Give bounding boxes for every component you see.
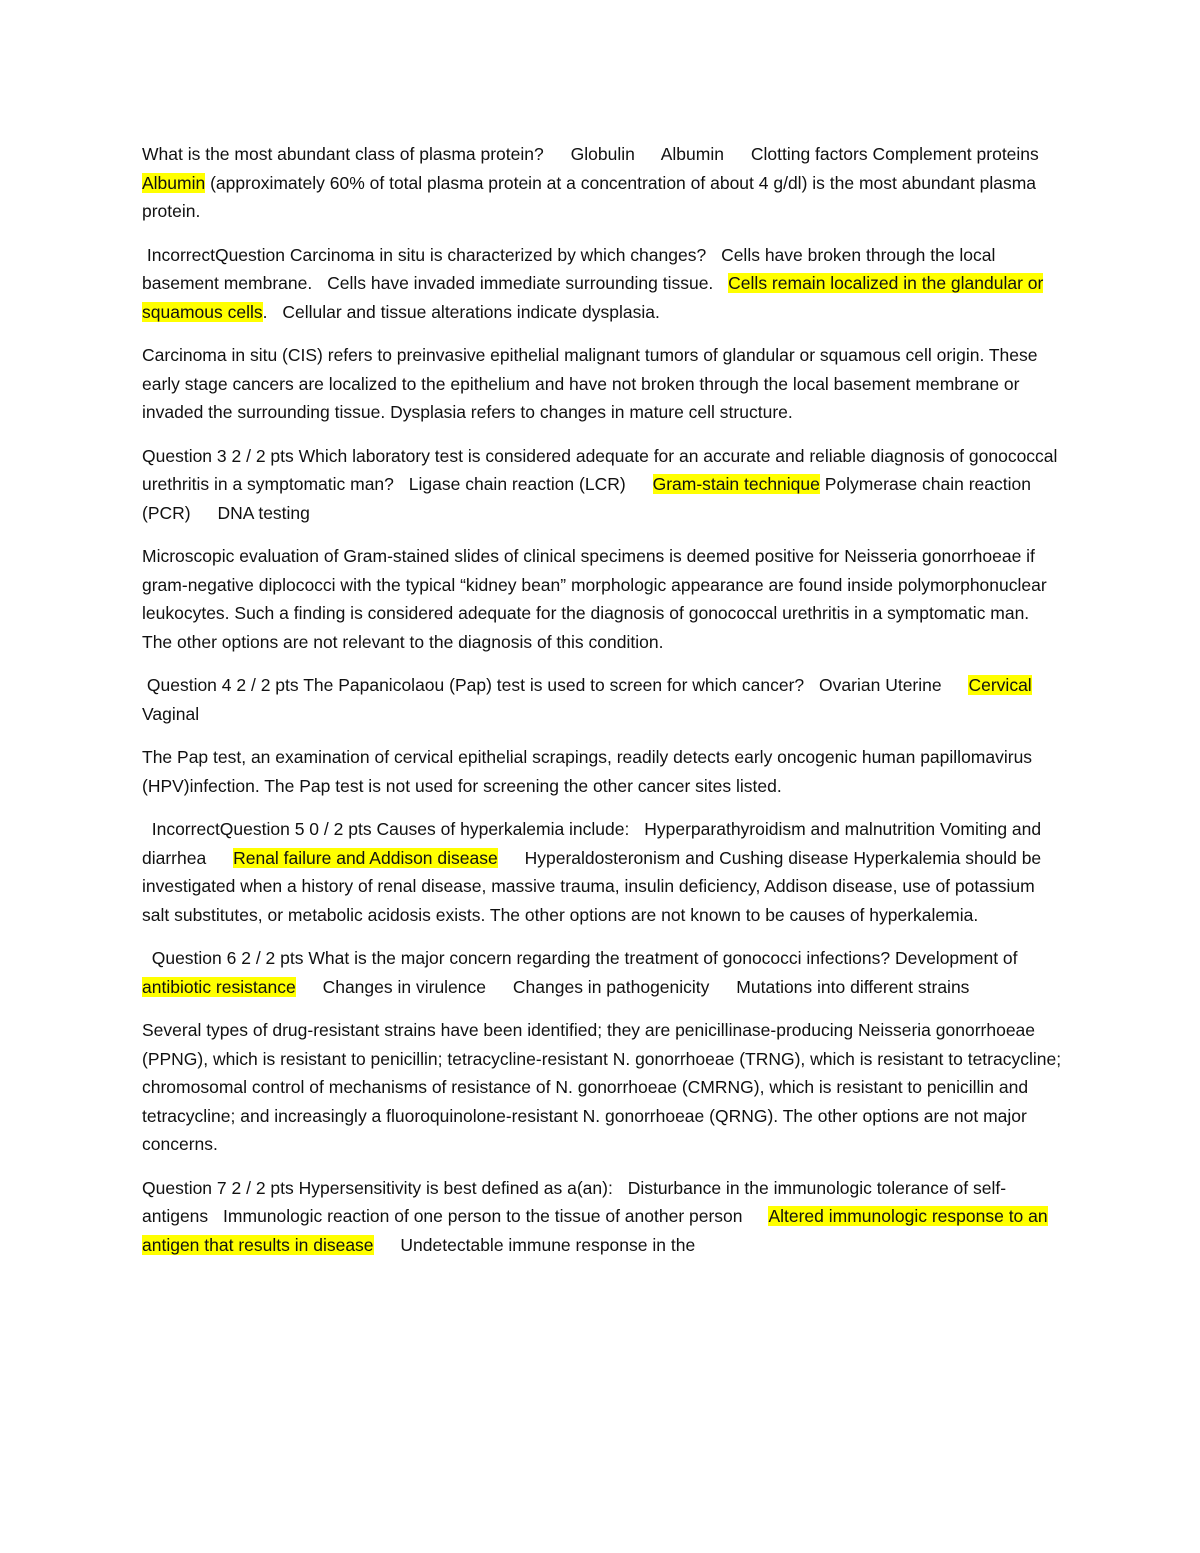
question-4-option-d: Vaginal (142, 703, 200, 724)
question-4-explanation: The Pap test, an examination of cervical epithelial scrapings, readily detects early oncogenic human papillomavirus (HPV)infection. The Pap test is not used for screening the other cancer sites listed. (142, 747, 1033, 796)
question-7-option-b: Immunologic reaction of one person to the tissue of another person (223, 1206, 743, 1226)
question-2-option-d: Cellular and tissue alterations indicate dysplasia. (282, 301, 660, 322)
question-4-option-a: Ovarian (819, 675, 881, 695)
question-1-option-b: Albumin (660, 144, 724, 164)
question-5-option-d: Hyperaldosteronism and Cushing disease (524, 847, 849, 868)
question-7-header: Question 7 2 / 2 pts (142, 1177, 294, 1198)
question-6-explanation: Several types of drug-resistant strains have been identified; they are penicillinase-producing Neisseria gonorrhoeae (PPNG), which is resistant to penicillin; tetracycline-resistant N. gonorrhoeae (TRNG), which is resistant to tetracycline; chromosomal control of mechanisms of resistance of N. gonorrhoeae (CMRNG), which is resistant to penicillin and tetracycline; and increasingly a fluoroquinolone-resistant N. gonorrhoeae (QRNG). The other options are not major concerns. (142, 1020, 1062, 1154)
question-5-option-a: Hyperparathyroidism and malnutrition (644, 819, 936, 839)
question-2-option-a: Cells have broken through the local basement membrane. (142, 244, 996, 293)
question-6-answer-highlight: antibiotic resistance (142, 976, 296, 997)
question-2-explanation: Carcinoma in situ (CIS) refers to preinvasive epithelial malignant tumors of glandular or squamous cell origin. These early stage cancers are localized to the epithelium and have not broken through the local basement membrane or invaded the surrounding tissue. Dysplasia refers to changes in mature cell structure. (142, 345, 1038, 422)
question-5-explanation: Hyperkalemia should be investigated when a history of renal disease, massive trauma, insulin deficiency, Addison disease, use of potassium salt substitutes, or metabolic acidosis exists. The other options are not known to be causes of hyperkalemia. (142, 847, 1042, 925)
question-1-option-a: Globulin (570, 144, 635, 164)
question-4-answer-highlight: Cervical (968, 675, 1032, 695)
question-3-option-a: Ligase chain reaction (LCR (408, 474, 620, 494)
question-2-answer-tail: . (262, 301, 268, 322)
question-4-text: The Papanicolaou (Pap) test is used to screen for which cancer? (303, 675, 805, 695)
question-1-block (142, 140, 1062, 226)
document-page (142, 140, 1062, 1259)
question-1-explanation: (approximately 60% of total plasma protein at a concentration of about 4 g/dl) is the most abundant plasma protein. (142, 172, 1037, 221)
question-3-explanation: Microscopic evaluation of Gram-stained slides of clinical specimens is deemed positive for Neisseria gonorrhoeae if gram-negative diplococci with the typical “kidney bean” morphologic appearance are found inside polymorphonuclear leukocytes. Such a finding is considered adequate for the diagnosis of gonococcal urethritis in a symptomatic man. The other options are not relevant to the diagnosis of this condition. (142, 546, 1047, 652)
question-7-option-a: Disturbance in the immunologic tolerance of self-antigens (142, 1177, 1007, 1226)
question-3-option-d: DNA testing (217, 502, 310, 523)
question-5-block (142, 815, 1062, 929)
question-5-header: IncorrectQuestion 5 0 / 2 pts (151, 819, 372, 839)
question-7-block (142, 1174, 1062, 1260)
question-6-header: Question 6 2 / 2 pts (151, 948, 304, 968)
question-1-option-d: Complement proteins (872, 144, 1039, 164)
question-4-option-b: Uterine (885, 675, 942, 695)
question-1-answer-highlight: Albumin (142, 172, 206, 193)
question-4-header: Question 4 2 / 2 pts (146, 675, 299, 695)
question-1-text: What is the most abundant class of plasma protein? (142, 144, 544, 164)
question-2-option-b: Cells have invaded immediate surrounding tissue. (327, 273, 714, 293)
question-1-option-c: Clotting factors (750, 144, 868, 164)
question-4-block (142, 671, 1062, 728)
question-6-block (142, 944, 1062, 1001)
question-6-option-b: Changes in virulence (322, 976, 487, 997)
question-2-answer-highlight: Cells remain localized in the glandular or squamous cells (142, 273, 1044, 322)
question-7-answer-highlight: Altered immunologic response to an antigen that results in disease (142, 1206, 1048, 1255)
question-7-text: Hypersensitivity is best defined as a(an): (298, 1177, 613, 1198)
question-3-option-c: Polymerase chain reaction (PCR) (142, 474, 1031, 523)
question-5-option-b: Vomiting and diarrhea (142, 819, 1042, 868)
question-5-answer-highlight: Renal failure and Addison disease (233, 847, 498, 868)
question-3-option-a-tail: ) (619, 474, 626, 494)
question-2-text: Carcinoma in situ is characterized by which changes? (289, 244, 707, 265)
question-6-option-d: Mutations into different strains (736, 976, 970, 997)
question-3-block (142, 442, 1062, 528)
question-3-text: Which laboratory test is considered adequate for an accurate and reliable diagnosis of gonococcal urethritis in a symptomatic man? (142, 445, 1058, 494)
question-3-header: Question 3 2 / 2 pts (142, 445, 294, 466)
question-2-block (142, 241, 1062, 327)
question-6-answer-prefix: Development of (894, 948, 1018, 968)
question-2-header: IncorrectQuestion (146, 244, 285, 265)
question-6-option-c: Changes in pathogenicity (512, 976, 710, 997)
question-7-option-d: Undetectable immune response in the (400, 1234, 696, 1255)
question-3-answer-highlight: Gram-stain technique (652, 474, 820, 494)
question-5-text: Causes of hyperkalemia include: (376, 819, 630, 839)
question-6-text: What is the major concern regarding the treatment of gonococci infections? (308, 948, 891, 968)
